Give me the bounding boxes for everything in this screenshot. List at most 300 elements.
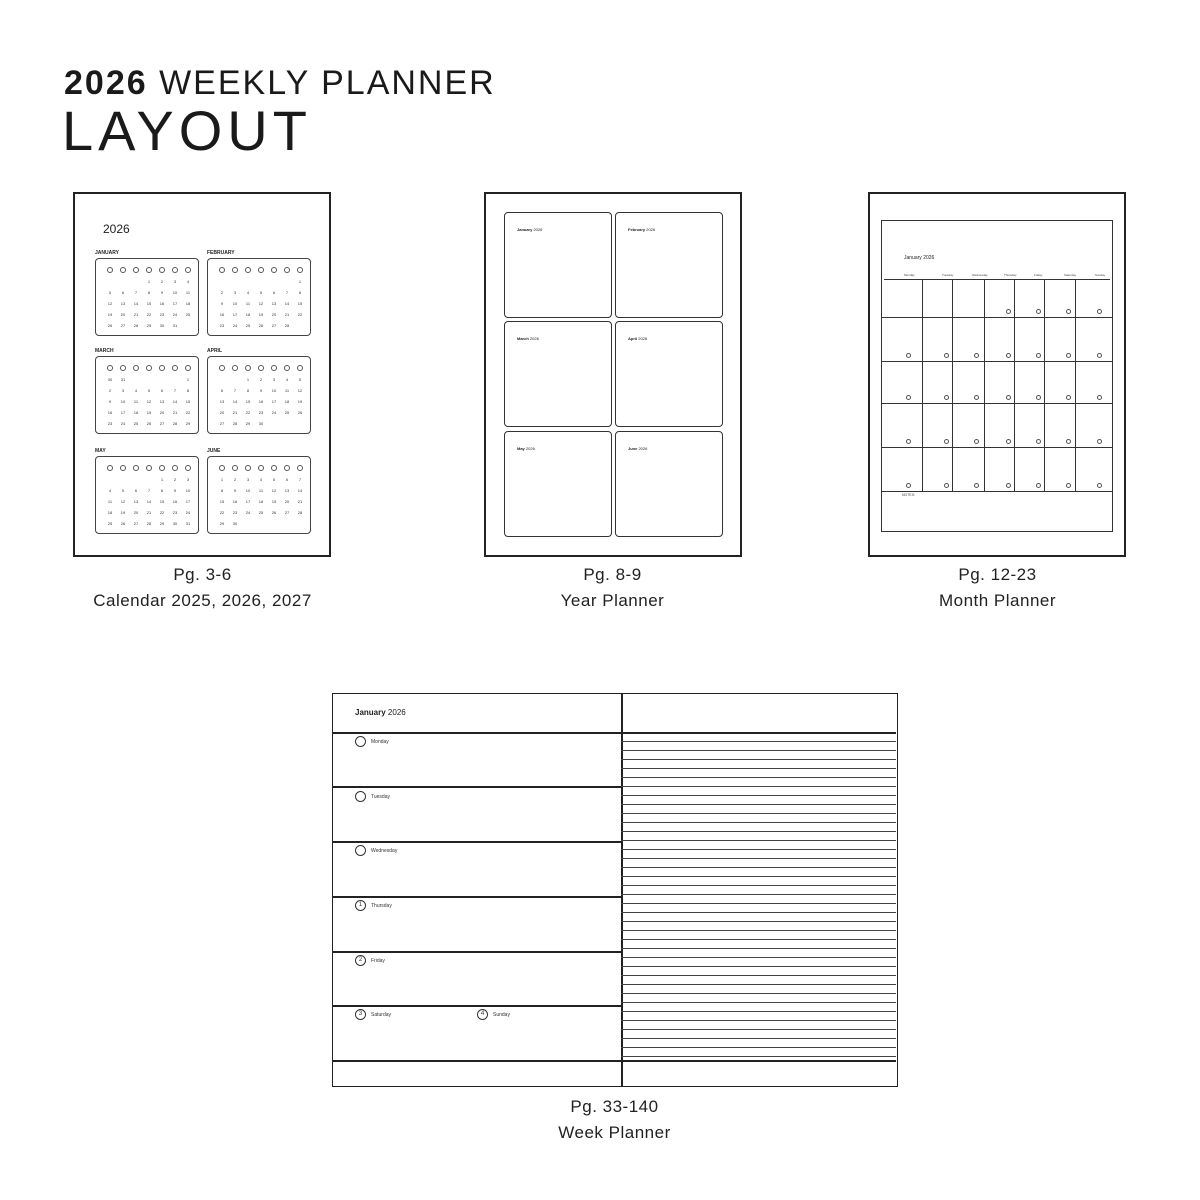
day-dot [1036, 395, 1041, 400]
day-dot [1066, 353, 1071, 358]
year-month-label [628, 446, 647, 451]
day-number: 5 [259, 290, 263, 295]
day-number: 23 [172, 510, 178, 515]
day-number: 15 [297, 301, 303, 306]
weekday-dot [146, 365, 152, 371]
day-number: 3 [233, 290, 237, 295]
grid-line [1014, 279, 1015, 491]
year-month-year: 2026 [637, 446, 648, 451]
year-month-label [517, 336, 539, 341]
day-number: 14 [297, 488, 303, 493]
day-number: 5 [272, 477, 276, 482]
day-number: 18 [107, 510, 113, 515]
day-dot [1036, 309, 1041, 314]
day-number: 6 [272, 290, 276, 295]
day-number: 17 [271, 399, 277, 404]
day-number: 24 [185, 510, 191, 515]
day-number: 27 [120, 323, 126, 328]
weekday-dot [284, 465, 290, 471]
day-number: 3 [246, 477, 250, 482]
day-number: 14 [133, 301, 139, 306]
day-number: 19 [146, 410, 152, 415]
day-number: 30 [172, 521, 178, 526]
day-dot [1097, 353, 1102, 358]
weekday-label: Monday [904, 273, 915, 277]
grid-line [984, 279, 985, 491]
month-planner-thumbnail [868, 192, 1126, 557]
day-number: 22 [219, 510, 225, 515]
day-number: 12 [271, 488, 277, 493]
day-dot [1006, 309, 1011, 314]
day-dot [906, 439, 911, 444]
year-month-label [628, 336, 647, 341]
day-number: 1 [220, 477, 224, 482]
day-number: 22 [159, 510, 165, 515]
day-number: 23 [232, 510, 238, 515]
day-number: 24 [245, 510, 251, 515]
weekday-dot [133, 465, 139, 471]
day-number: 5 [121, 488, 125, 493]
month-planner-month: January [904, 255, 922, 261]
weekday-dot [120, 267, 126, 273]
day-circle: 3 [355, 1009, 366, 1020]
mini-month [95, 250, 199, 336]
day-number: 20 [133, 510, 139, 515]
grid-line [884, 279, 1110, 280]
ruled-line [621, 1020, 896, 1021]
day-number: 23 [258, 410, 264, 415]
day-dot [974, 395, 979, 400]
year-month-year: 2026 [637, 336, 648, 341]
weekday-dot [133, 267, 139, 273]
day-dot [1036, 483, 1041, 488]
weekday-dot [284, 365, 290, 371]
day-dot [1006, 395, 1011, 400]
year-month-name: March [517, 336, 529, 341]
grid-line [882, 317, 1112, 318]
day-number: 27 [284, 510, 290, 515]
grid-line [882, 403, 1112, 404]
weekday-dot [172, 465, 178, 471]
weekday-dot [232, 365, 238, 371]
month-notes-label: NOTES: [902, 493, 916, 497]
weekday-dot [159, 365, 165, 371]
day-number: 28 [232, 421, 238, 426]
weekday-dot [185, 365, 191, 371]
day-number: 21 [146, 510, 152, 515]
week-planner-year: 2026 [387, 708, 406, 717]
title-text: WEEKLY PLANNER [159, 64, 496, 102]
weekday-dot [146, 465, 152, 471]
month-planner-caption [835, 562, 1160, 614]
day-number: 10 [172, 290, 178, 295]
day-number: 20 [120, 312, 126, 317]
mini-month [95, 448, 199, 534]
calendar-year: 2026 [103, 222, 130, 236]
day-number: 18 [245, 312, 251, 317]
day-number: 26 [297, 410, 303, 415]
ruled-line [621, 894, 896, 895]
day-number: 24 [172, 312, 178, 317]
day-number: 3 [173, 279, 177, 284]
year-planner-pages: Pg. 8-9 [583, 565, 642, 584]
day-number: 5 [147, 388, 151, 393]
weekday-label: Friday [1034, 273, 1043, 277]
year-planner-label: Year Planner [560, 591, 665, 610]
day-number: 22 [146, 312, 152, 317]
day-number: 16 [258, 399, 264, 404]
day-number: 11 [245, 301, 251, 306]
day-number: 24 [120, 421, 126, 426]
day-number: 21 [232, 410, 238, 415]
year-month-name: January [517, 227, 533, 232]
year-month-box [615, 212, 723, 318]
day-number: 17 [245, 499, 251, 504]
weekday-dot [159, 267, 165, 273]
weekday-dot [245, 465, 251, 471]
ruled-line [621, 795, 896, 796]
day-number: 13 [271, 301, 277, 306]
day-number: 6 [121, 290, 125, 295]
day-number: 5 [298, 377, 302, 382]
day-number: 17 [172, 301, 178, 306]
weekday-dot [219, 365, 225, 371]
day-number: 26 [258, 323, 264, 328]
weekday-dot [297, 365, 303, 371]
day-number: 26 [107, 323, 113, 328]
ruled-line [621, 777, 896, 778]
ruled-line [621, 858, 896, 859]
day-number: 14 [232, 399, 238, 404]
day-label: Tuesday [371, 794, 390, 800]
weekday-dot [297, 267, 303, 273]
day-number: 15 [159, 499, 165, 504]
day-number: 1 [186, 377, 190, 382]
year-month-box [504, 212, 612, 318]
day-number: 10 [120, 399, 126, 404]
day-number: 6 [220, 388, 224, 393]
week-planner-pages: Pg. 33-140 [570, 1097, 659, 1116]
day-dot [944, 395, 949, 400]
ruled-line [621, 975, 896, 976]
grid-line [882, 447, 1112, 448]
weekday-dot [258, 365, 264, 371]
day-number: 15 [146, 301, 152, 306]
weekday-dot [107, 365, 113, 371]
ruled-line [621, 822, 896, 823]
day-number: 8 [186, 388, 190, 393]
weekday-dot [245, 365, 251, 371]
year-month-year: 2026 [524, 446, 535, 451]
mini-month [95, 348, 199, 434]
weekday-dot [271, 465, 277, 471]
year-month-label [517, 227, 542, 232]
year-month-name: February [628, 227, 646, 232]
day-divider [333, 786, 621, 788]
day-label: Thursday [371, 903, 392, 909]
ruled-line [621, 768, 896, 769]
day-number: 2 [108, 388, 112, 393]
day-divider [333, 732, 621, 734]
weekday-dot [258, 267, 264, 273]
mini-month-box [95, 356, 199, 434]
day-number: 11 [185, 290, 191, 295]
day-label: Sunday [493, 1012, 510, 1018]
day-number: 13 [284, 488, 290, 493]
day-number: 14 [172, 399, 178, 404]
day-number: 23 [107, 421, 113, 426]
day-circle [355, 791, 366, 802]
day-number: 28 [297, 510, 303, 515]
mini-month [207, 250, 311, 336]
day-number: 9 [160, 290, 164, 295]
weekday-label: Saturday [1064, 273, 1077, 277]
day-number: 28 [133, 323, 139, 328]
day-number: 27 [271, 323, 277, 328]
weekday-dot [120, 365, 126, 371]
mini-month-name: JANUARY [95, 250, 119, 256]
weekday-dot [219, 465, 225, 471]
day-number: 2 [259, 377, 263, 382]
day-number: 27 [133, 521, 139, 526]
day-number: 11 [107, 499, 113, 504]
day-number: 1 [160, 477, 164, 482]
day-dot [1066, 395, 1071, 400]
month-planner-heading [904, 255, 934, 261]
day-dot [974, 439, 979, 444]
ruled-line [621, 939, 896, 940]
year-planner-caption [450, 562, 775, 614]
day-dot [1036, 353, 1041, 358]
day-circle [355, 736, 366, 747]
year-month-name: April [628, 336, 638, 341]
weekday-dot [271, 365, 277, 371]
day-number: 12 [297, 388, 303, 393]
day-number: 4 [108, 488, 112, 493]
day-number: 17 [120, 410, 126, 415]
day-number: 7 [285, 290, 289, 295]
year-month-name: May [517, 446, 525, 451]
day-number: 30 [232, 521, 238, 526]
day-number: 20 [159, 410, 165, 415]
day-number: 9 [259, 388, 263, 393]
weekday-dot [245, 267, 251, 273]
year-month-label [628, 227, 655, 232]
day-number: 10 [271, 388, 277, 393]
day-number: 9 [108, 399, 112, 404]
weekday-dot [297, 465, 303, 471]
day-number: 10 [185, 488, 191, 493]
day-number: 24 [232, 323, 238, 328]
day-number: 26 [146, 421, 152, 426]
weekday-dot [172, 267, 178, 273]
year-month-box [615, 431, 723, 537]
day-dot [1006, 439, 1011, 444]
day-number: 15 [185, 399, 191, 404]
day-number: 25 [284, 410, 290, 415]
grid-line [922, 279, 923, 491]
weekday-label: Thursday [1004, 273, 1017, 277]
year-month-box [615, 321, 723, 427]
day-number: 7 [134, 290, 138, 295]
day-dot [1066, 309, 1071, 314]
ruled-line [621, 957, 896, 958]
notes-top-line [621, 732, 896, 734]
day-number: 16 [232, 499, 238, 504]
ruled-line [621, 903, 896, 904]
grid-line [1044, 279, 1045, 491]
ruled-line [621, 759, 896, 760]
day-number: 9 [173, 488, 177, 493]
ruled-line [621, 831, 896, 832]
year-month-year: 2026 [645, 227, 656, 232]
day-number: 9 [233, 488, 237, 493]
day-number: 1 [298, 279, 302, 284]
weekday-dot [146, 267, 152, 273]
ruled-line [621, 948, 896, 949]
day-number: 25 [107, 521, 113, 526]
day-number: 22 [185, 410, 191, 415]
day-number: 25 [245, 323, 251, 328]
day-dot [906, 483, 911, 488]
day-number: 12 [258, 301, 264, 306]
day-number: 8 [160, 488, 164, 493]
ruled-line [621, 1047, 896, 1048]
day-number: 11 [284, 388, 290, 393]
day-number: 31 [185, 521, 191, 526]
day-number: 19 [297, 399, 303, 404]
day-number: 28 [284, 323, 290, 328]
day-divider [333, 1005, 621, 1007]
day-number: 22 [245, 410, 251, 415]
day-number: 28 [172, 421, 178, 426]
day-number: 7 [147, 488, 151, 493]
day-number: 29 [245, 421, 251, 426]
weekday-dot [133, 365, 139, 371]
day-number: 12 [120, 499, 126, 504]
day-number: 4 [285, 377, 289, 382]
day-number: 25 [185, 312, 191, 317]
ruled-line [621, 849, 896, 850]
ruled-line [621, 750, 896, 751]
calendar-label: Calendar 2025, 2026, 2027 [93, 591, 312, 610]
day-number: 6 [134, 488, 138, 493]
day-number: 22 [297, 312, 303, 317]
mini-month-name: MAY [95, 448, 106, 454]
day-number: 8 [147, 290, 151, 295]
year-month-box [504, 431, 612, 537]
column-divider [621, 694, 623, 1086]
weekday-dot [185, 267, 191, 273]
ruled-line [621, 1011, 896, 1012]
ruled-line [621, 993, 896, 994]
day-number: 26 [120, 521, 126, 526]
day-number: 21 [284, 312, 290, 317]
day-divider [333, 896, 621, 898]
day-number: 4 [134, 388, 138, 393]
month-planner-year: 2026 [923, 255, 935, 261]
day-divider [333, 841, 621, 843]
day-number: 20 [284, 499, 290, 504]
day-number: 10 [245, 488, 251, 493]
mini-month-box [95, 258, 199, 336]
day-number: 10 [232, 301, 238, 306]
weekday-dot [284, 267, 290, 273]
day-number: 3 [121, 388, 125, 393]
day-number: 16 [107, 410, 113, 415]
weekday-dot [107, 465, 113, 471]
day-number: 14 [146, 499, 152, 504]
day-number: 2 [173, 477, 177, 482]
day-number: 1 [246, 377, 250, 382]
weekday-dot [232, 465, 238, 471]
ruled-line [621, 804, 896, 805]
notes-divider [621, 1060, 896, 1062]
day-number: 2 [220, 290, 224, 295]
day-number: 21 [133, 312, 139, 317]
weekday-label: Wednesday [972, 273, 988, 277]
day-dot [944, 439, 949, 444]
mini-month-name: FEBRUARY [207, 250, 235, 256]
day-number: 25 [133, 421, 139, 426]
day-dot [944, 353, 949, 358]
day-circle: 1 [355, 900, 366, 911]
day-number: 18 [185, 301, 191, 306]
week-planner-thumbnail [332, 693, 898, 1087]
day-number: 19 [258, 312, 264, 317]
day-number: 2 [233, 477, 237, 482]
grid-line [882, 491, 1112, 492]
day-number: 13 [133, 499, 139, 504]
calendar-thumbnail [73, 192, 331, 557]
day-circle [355, 845, 366, 856]
ruled-line [621, 867, 896, 868]
day-number: 20 [219, 410, 225, 415]
day-dot [1097, 395, 1102, 400]
ruled-line [621, 876, 896, 877]
day-dot [1097, 439, 1102, 444]
ruled-line [621, 966, 896, 967]
day-number: 27 [219, 421, 225, 426]
week-planner-heading [355, 708, 406, 717]
year-month-box [504, 321, 612, 427]
day-number: 31 [172, 323, 178, 328]
day-dot [944, 483, 949, 488]
day-number: 3 [186, 477, 190, 482]
day-label: Monday [371, 739, 389, 745]
day-dot [1066, 483, 1071, 488]
day-dot [1097, 309, 1102, 314]
weekday-label: Sunday [1095, 273, 1106, 277]
day-number: 23 [219, 323, 225, 328]
ruled-line [621, 912, 896, 913]
day-number: 13 [219, 399, 225, 404]
ruled-line [621, 840, 896, 841]
day-number: 11 [258, 488, 264, 493]
day-number: 14 [284, 301, 290, 306]
day-divider [333, 1060, 621, 1062]
day-dot [1097, 483, 1102, 488]
weekday-dot [258, 465, 264, 471]
day-number: 26 [271, 510, 277, 515]
mini-month-box [207, 456, 311, 534]
year-month-year: 2026 [528, 336, 539, 341]
day-number: 4 [246, 290, 250, 295]
day-number: 16 [159, 301, 165, 306]
day-number: 20 [271, 312, 277, 317]
ruled-line [621, 1038, 896, 1039]
day-circle: 2 [355, 955, 366, 966]
